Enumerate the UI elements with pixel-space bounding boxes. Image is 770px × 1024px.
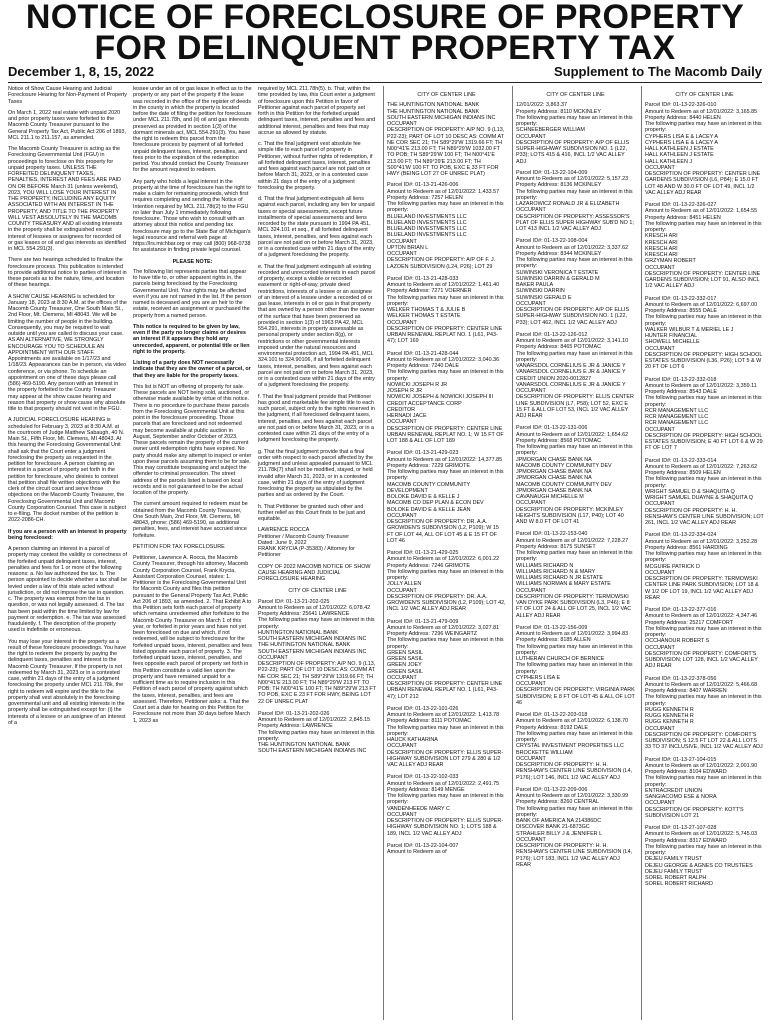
parcel-record: Parcel ID#: 01-13-22-332-018 Amount to Redeem as of 12/01/2022: 3,359.11 Property Address: 8543 DALE The following parties may have an interest in this property: RCR MANAGEMENT LLC RCR MANAGEMENT LLC RCR MANAGEMENT LLC OCCUPANT DESCRIPTION OF PROPERTY: HIGH SCHOOL ESTATES SUBDIVISION; E 40 FT LOT 6 & W 29 FT OF LOT 7: [645, 376, 763, 452]
notice-paragraph: Listing of a party does NOT necessarily indicate that they are the owner of a parcel, or that they are liable for the property taxes.: [133, 360, 251, 379]
notice-paragraph: d. That the final judgment extinguish all liens against each parcel, including any lien for unpaid taxes or special assessments, except future installments of special assessments and liens recorded by the state pursuant to 1994 PA 451, MCL 324.101 et seq., if all forfeited delinquent taxes, interest, penalties, and fees against each parcel are not paid on or before March 31, 2023, or in a contested case within 21 days of the entry of a judgment foreclosing the property.: [258, 196, 375, 259]
parcel-record: Parcel ID#: 01-13-22-131-006 Amount to Redeem as of 12/01/2022: 1,654.62 Property Address: 8568 POTOMAC The following parties may have an interest in this property: JPMORGAN CHASE BANK NA MACOMB COUNTY COMMUNITY DEV JPMORGAN CHASE BANK NA JPMORGAN CHASE BANK NA MACOMB COUNTY COMMUNITY DEV JPMORGAN CHASE BANK NA CAVANAUGH MICHELLE M OCCUPANT DESCRIPTION OF PROPERTY: MCKINLEY HEIGHTS SUBDIVISION (L17, P40); LOT 40 AND W 8.0 FT OF LOT 41: [516, 425, 633, 525]
notice-paragraph: PETITION FOR TAX FORECLOSURE: [133, 543, 225, 550]
notice-paragraph: Notice of Show Cause Hearing and Judicial Foreclosure Hearing for Non-Payment of Property Taxes: [8, 86, 127, 105]
parcel-record: Parcel ID#: 01-13-22-102-033 Amount to Redeem as of 12/01/2022: 2,491.75 Property Address: 8149 MENGE The following parties may have an interest in this property: VANDENHEEDE MARY C OCCUPANT DESCRIPTION OF PROPERTY: ELLIS SUPER-HIGHWAY SUBDIVISION NO. 1; LOTS 188 & 189, INCL 1/2 VAC ALLEY ADJ: [387, 774, 504, 837]
parcel-record: Parcel ID#: 01-13-21-429-025 Amount to Redeem as of 12/01/2022: 6,001.22 Property Address: 7246 GRIMOTE The following parties may have an interest in this property: JOLLY ALLEN OCCUPANT DESCRIPTION OF PROPERTY: DR. A.A. GROWDEN'S SUBDIVISION (L2, P109); LOT 42, INCL 1/2 VAC ALLEY ADJ REAR: [387, 550, 506, 613]
parcel-record: Parcel ID#: 01-13-22-101-026 Amount to Redeem as of 12/01/2022: 1,413.78 Property Address: 8111 POTOMAC The following parties may have an interest in this property: HAUCK KATHARINA OCCUPANT DESCRIPTION OF PROPERTY: ELLIS SUPER-HIGHWAY SUBDIVISION LOT 279 & 280 & 1/2 VAC ALLEY ADJ REAR: [387, 705, 504, 768]
parcel-record: Parcel ID#: 01-13-21-428-033 Amount to Redeem as of 12/01/2022: 1,461.40 Property Address: 7271 VOERNER The following parties may have an interest in this property: WELKER THOMAS T & JULIE B WELKER THOMAS T ESTATE OCCUPANT DESCRIPTION OF PROPERTY: CENTER LINE URBAN RENEWAL REPLAT NO. 1 (L61, P43-47); LOT 169: [387, 275, 504, 345]
notice-paragraph: h. That Petitioner be granted such other and further relief as this Court finds to be just and equitable.: [258, 503, 366, 522]
column-4: [383, 86, 506, 1020]
column-5: [512, 86, 635, 1020]
parcel-record: Parcel ID#: 01-13-22-156-009 Amount to Redeem as of 12/01/2022: 3,994.83 Property Address: 8185 ALLEN The following parties may have an interest in this property: LUTHERAN CHURCH OF BERNICE The following parties may have an interest in this property: CYPHERS LISA E OCCUPANT DESCRIPTION OF PROPERTY: VIRGINIA PARK SUBDIVISION; E 8 FT OF LOT 45 & ALL OF LOT 46: [516, 624, 635, 706]
column-3: [258, 86, 377, 1020]
parcel-record: Parcel ID#: 01-13-22-326-010 Amount to Redeem as of 12/01/2022: 3,165.85 Property Address: 8440 HELEN The following parties may have an interest in this property: CYPHERS LISA E & LACEY A CYPHERS LISA E & LACEY A HALL KATHLEEN J ESTATE HALL KATHLEEN J ESTATE HALL KATHLEEN J OCCUPANT DESCRIPTION OF PROPERTY: CENTER LINE GARDENS SUBDIVISION (L6, P84); E 15.0 FT LOT 48 AND W 30.0 FT OF LOT 49, INCL 1/2 VAC ALLEY ADJ REAR: [645, 102, 762, 196]
parcel-record: Parcel ID#: 01-13-21-429-023 Amount to Redeem as of 12/01/2022: 14,377.85 Property Address: 7229 GRIMOTE The following parties may have an interest in this property: MACOMB COUNTY COMMUNITY DEVELOPMENT BOLOKE DAVID E & KELLE J MACOMB CO DEP PLAN & ECON DEV BOLOKE DAVID E & KELLE JEAN OCCUPANT DESCRIPTION OF PROPERTY: DR. A.A. GROWDEN'S SUBDIVISION (L2, P109); W 15 FT OF LOT 44, ALL OF LOT 45 & E 15 FT OF LOT 46: [387, 450, 504, 544]
notice-paragraph: c. That the final judgment vest absolute fee simple title to each parcel of property in Petitioner, without further rights of redemption, if all forfeited delinquent taxes, interest, penalties and fees against each parcel are not paid on or before March 31, 2023, or in a contested case within 21 days of the entry of a judgment foreclosing the property.: [258, 141, 373, 191]
notice-paragraph: f. That the final judgment provide that Petitioner has good and marketable fee simple title to each such parcel, subject only to the rights reserved in the judgment, if all foreclosed delinquent taxes, interest, penalties, and fees against each parcel are not paid on or before March 31, 2023, or in a contested case within 21 days of the entry of a judgment foreclosing the property.: [258, 393, 375, 444]
parcel-record: Parcel ID#: 01-13-22-326-027 Amount to Redeem as of 12/01/2022: 1,654.55 Property Address: 8451 HELEN The following parties may have an interest in this property: KRESCH ARI KRESCH ARI KRESCH ARI KRESCH ARI GRZYMAN ROBERT OCCUPANT DESCRIPTION OF PROPERTY: CENTER LINE GARDENS SUBDIVISION; LOT 91, ALSO INCL 1/2 VAC ALLEY ADJ: [645, 202, 762, 290]
notice-paragraph: THE HUNTINGTON NATIONAL BANK THE HUNTINGTON NATIONAL BANK SOUTH EASTERN MICHIGAN INDIANS INC OCCUPANT DESCRIPTION OF PROPERTY: A/P NO. 9 (L13, P22-23); PART OF LOT 10 DESC AS: COMM AT NE COR SEC 21; TH S89°29'W 1319.66 FT; TH N00°41'E 213.00 FT; TH N89°29'W 1032.00 FT TO POB; TH S89°29'W 100 FT; TH N00°41'E 213.00 FT; TH N89°29'E 213.00 FT; TH S00°41'W 100 FT TO POB, EXC E 33 FT FOR HWY (BEING LOT 27 OF UNREC PLAT): [387, 102, 505, 177]
notice-paragraph: A person claiming an interest in a parcel of property may contest the validity or correctness of the forfeited unpaid delinquent taxes, interest, penalties and fees for 1 or more of the following reasons: a. No law authorized the tax. b. The person appointed to decide whether a tax shall be levied under a law of this state acted without jurisdiction, or did not impose the tax in question. c. The property was exempt from the tax in question, or was not legally assessed. d. The tax has been paid within the time limited by law for payment or redemption. e. The tax was assessed fraudulently. f. The description of the property used is indefinite or erroneous.: [8, 546, 127, 634]
section-heading: CITY OF CENTER LINE: [546, 92, 605, 98]
parcel-record: Parcel ID#: 01-13-21-426-006 Amount to Redeem as of 12/01/2022: 1,433.57 Property Address: 7257 HELEN The following parties may have an interest in this property: BLUELAND INVESTMENTS LLC BLUELAND INVESTMENTS LLC BLUELAND INVESTMENTS LLC BLUELAND INVESTMENTS LLC OCCUPANT UPTON BRIAN L OCCUPANT DESCRIPTION OF PROPERTY: A/P OF F. J. LAZOEN SUBDIVISION (L24, P26); LOT 29: [387, 182, 504, 270]
parcel-record: Parcel ID#: 01-13-27-104-015 Amount to Redeem as of 12/01/2022: 2,001.90 Property Address: 8104 EDWARD The following parties may have an interest in this property: ENTRACREDIT UNION SANGIACOMO ESE & NORA OCCUPANT DESCRIPTION OF PROPERTY: KOTT'S SUBDIVISION LOT 21: [645, 756, 762, 819]
parcel-record: Parcel ID#: 01-13-22-153-040 Amount to Redeem as of 12/01/2022: 7,228.27 Property Address: 8175 SUNSET The following parties may have an interest in this property: WILLIAMS RICHARD N WILLIAMS RICHARD N & MARY WILLIAMS RICHARD N JR ESTATE WILLIAMS NORMAN & MARY ESTATE OCCUPANT DESCRIPTION OF PROPERTY: TERMOWSKI VAN DYKE PARK SUBDIVISION (L3, P46); E 8 FT OF LOT 24 & ALL OF LOT 25, INCL 1/2 VAC ALLEY ADJ REAR: [516, 531, 633, 619]
parcel-record: Parcel ID#: 01-13-22-333-014 Amount to Redeem as of 12/01/2022: 7,263.62 Property Address: 8509 HELEN The following parties may have an interest in this property: WRIGHT SAMUEL D & SHAQUITA Q WRIGHT SAMUEL DUAYNE & SHAQUITA Q OCCUPANT DESCRIPTION OF PROPERTY: H. H. RENSHAW'S CENTER LINE SUBDIVISION; LOT 261, INCL 1/2 VAC ALLEY ADJ REAR: [645, 457, 764, 526]
parcel-record: Parcel ID#: 01-13-22-378-056 Amount to Redeem as of 12/01/2022: 5,466.68 Property Address: 8407 WARREN The following parties may have an interest in this property: RUGG KENNETH R RUGG KENNETH R RUGG KENNETH R OCCUPANT DESCRIPTION OF PROPERTY: COMFORT'S SUBDIVISION; S 12.5 FT LOT 22 & ALL LOTS 33 TO 37 INCLUSIVE, INCL 1/2 VAC ALLEY ADJ: [645, 675, 763, 751]
publication-dates: December 1, 8, 15, 2022: [8, 64, 154, 79]
notice-paragraph: This notice is required to be given by law, even if the party no longer claims or desires an interest if it appears they hold any unrecorded, apparent, or potential title or lien right to the property.: [133, 323, 250, 355]
notice-paragraph: 12/01/2022: 3,863.37 Property Address: 8110 MCKINLEY The following parties may have an interest in this property: SCHNEEBERGER WILLIAM OCCUPANT DESCRIPTION OF PROPERTY: A/P OF ELLIS SUPER-HIGHWAY SUBDIVISION NO. 1 (L22, P33); LOTS 415 & 416, INCL 1/2 VAC ALLEY ADJ: [516, 102, 633, 165]
notice-paragraph: A JUDICIAL FORECLOSURE HEARING is scheduled for February 3, 2023 at 8:30 A.M. at the courtroom of Judge Matthew Sabaugh, 40 N. Main St., Fifth Floor, Mt. Clemens, MI 48043. At this hearing the Foreclosing Governmental Unit shall ask that the Court enter a judgment foreclosing the property as requested in the petition for foreclosure. A person claiming an interest in a parcel of property set forth in the petition for foreclosure, who desires to contest that petition shall file written objections with the clerk of the circuit court and serve those objections on the Macomb County Treasurer, the Foreclosing Governmental Unit and Macomb County Corporation Counsel. This case is subject to e-filing. The docket number of the petition is 2022-2086-CH.: [8, 417, 126, 524]
parcel-record: Parcel ID#: 01-13-21-202-025 Amount to Redeem as of 12/01/2022: 6,078.42 Property Address: 25641 LAWRENCE The following parties may have an interest in this property: HUNTINGTON NATIONAL BANK SOUTH EASTERN MICHIGAN INDIANS INC THE HUNTINGTON NATIONAL BANK SOUTH EASTERN MICHIGAN INDIANS INC OCCUPANT DESCRIPTION OF PROPERTY: A/P NO. 9 (L13, P22-23); PART OF LOT 10 DESC AS: COMM AT NE COR SEC 21; TH S89°29'W 1319.66 FT; TH N00°41'E 213.00 FT; TH N89°29'W 213 FT TO POB; TH N00°41'E 100 FT; TH N89°29'W 213 FT TO POB, EXC E 23 FT FOR HWY, BEING LOT 22 OF UNREC PLAT: [258, 598, 376, 705]
section-heading: CITY OF CENTER LINE: [288, 588, 347, 595]
supplement-label: Supplement to The Macomb Daily: [553, 64, 762, 79]
notice-paragraph: required by MCL 211.78h(5). b. That, within the time provided by law, this Court enter a judgment of foreclosure upon this Petition in favor of Petitioner against each parcel of property set forth in this Petition for the forfeited unpaid delinquent taxes, interest, penalties and fees and additional interest, penalties and fees that may accrue as allowed by statute.: [258, 86, 376, 136]
notice-paragraph: PLEASE NOTE:: [172, 258, 213, 265]
notice-paragraph: A SHOW CAUSE HEARING is scheduled for January 18, 2023 at 8:30 A.M. at the offices of the Macomb County Treasurer, One South Main St., 2nd Floor, Mt. Clemens, MI 48043. We will be limiting the number of people in the building. Consequently, you may be required to wait outside until you are called to discuss your case. AS AN ALTERNATIVE, WE STRONGLY ENCOURAGE YOU TO SCHEDULE AN APPOINTMENT WITH OUR STAFF. Appointments are available on 1/17/23 and 1/18/23. Appearances can be in person, via video conference, or via phone. To schedule an appointment on one of these days please call (586) 469-5190. Any person with an interest in the property forfeited to the County Treasurer may appear at the show cause hearing and reason that property or show cause why absolute title to that property should not vest in the FGU.: [8, 293, 127, 412]
section-heading: CITY OF CENTER LINE: [675, 92, 734, 98]
dateline: [8, 64, 762, 80]
notice-paragraph: g. That the final judgment provide that a final order with respect to each parcel affected by the judgment and unless appealed pursuant to MCL 211.78k(7) shall not be modified, stayed, or held invalid after March 31, 2023, or in a contested case, within 21 days of the entry of judgment foreclosing the property as stipulated by the parties and as ordered by the Court.: [258, 448, 373, 499]
notice-paragraph: This list is NOT an offering of property for sale. These parcels are NOT being sold, auctioned, or otherwise made available by virtue of this notice. There is no procedure to purchase these parcels from the Foreclosing Governmental Unit at this point in the foreclosure proceeding. Those parcels that are foreclosed and not redeemed may become available at public auction in August, September and/or October of 2023. These parcels remain the property of the current owner until redemption rights have expired. No party should make any attempt to inspect or enter upon these parcels assuming them to be for sale. This may constitute trespassing and subject the offender to criminal prosecution. The street address of the parcels listed is based on local records and is not guaranteed to be the actual location of the property.: [133, 383, 252, 496]
parcel-record: Parcel ID#: 01-13-22-108-004 Amount to Redeem as of 12/01/2022: 3,337.62 Property Address: 8344 MCKINLEY The following parties may have an interest in this property: SUWINSKI VERONICA T ESTATE SUWINSKI DARRIN & GERALD M BAKER PAULA SUWINSKI DARRIN SUWINSKI GERALD E OCCUPANT DESCRIPTION OF PROPERTY: A/P OF ELLIS SUPER-HIGHWAY SUBDIVISION NO. 1 (L22, P33); LOT 462, INCL 1/2 VAC ALLEY ADJ: [516, 238, 633, 326]
notice-paragraph: Petitioner, Lawrence A. Rocca, the Macomb County Treasurer, through his attorney, Macomb County Corporation Counsel, Frank Krycia, Assistant Corporation Counsel, states: 1. Petitioner is the Foreclosing Governmental Unit for Macomb County and files this petition pursuant to the General Property Tax Act, Public Act 206 of 1893, as amended. 2. That Exhibit A to this Petition sets forth each parcel of property which remains unredeemed after forfeiture to the Macomb County Treasurer on March 1 of this year, or forfeited in prior years and have not yet been foreclosed on due and which, if not redeemed, will be subject to foreclosure for the forfeited unpaid taxes, interest, penalties and fees listed opposite each parcel of property. 3. The forfeited unpaid taxes, interest, penalties, and fees opposite each parcel of property set forth in this Petition constitute a valid lien upon the property and have remained unpaid for a sufficient time as to require inclusion in this Petition of each parcel of property against which the taxes, interest, penalties, and fees are assessed. Therefore, Petitioner asks: a. That the Court set a date for hearing on this Petition for Foreclosure not more than 30 days before March 1, 2023 as: [133, 555, 252, 724]
section-heading: CITY OF CENTER LINE: [417, 92, 476, 98]
column-6: [641, 86, 764, 1020]
page-title: [0, 0, 770, 67]
notice-paragraph: COPY OF 2022 MACOMB NOTICE OF SHOW CAUSE HEARING AND JUDICIAL FORECLOSURE HEARING: [258, 563, 371, 582]
parcel-record: Parcel ID#: 01-13-22-334-024 Amount to Redeem as of 12/01/2022: 3,252.28 Property Address: 8561 HARDING The following parties may have an interest in this property: MCGUIRE PATRICK D OCCUPANT DESCRIPTION OF PROPERTY: TERMOWSKI CENTER LINE PARK SUBDIVISION; LOT 18 & W 1/2 OF LOT 19, INCL 1/2 VAC ALLEY ADJ REAR: [645, 532, 762, 601]
parcel-record: Parcel ID#: 01-13-22-104-007 Amount to Redeem as of: [387, 842, 459, 855]
parcel-record: Parcel ID#: 01-13-21-479-009 Amount to Redeem as of 12/01/2022: 3,027.81 Property Address: 7296 WEINGARTZ The following parties may have an interest in this property: GREEN SASIL GREEN SASIL GREEN JOEY GREEN SASIL OCCUPANT DESCRIPTION OF PROPERTY: CENTER LINE URBAN RENEWAL REPLAT NO. 1 (L61, P43-47); LOT 212: [387, 618, 504, 700]
notice-paragraph: lessee under an oil or gas lease in effect as to the property or any part of the property if the lease was recorded in the office of the register of deeds in the county in which the property is located before the date of filing the petition for foreclosure under MCL 211.78h, and (ii) oil and gas interests preserved as provided in section 1(3) of the dormant minerals act, MCL 554.291(3). You have the right to redeem this parcel from the foreclosure process by payment of all forfeited unpaid delinquent taxes, interest, penalties, and fees prior to the expiration of the redemption period. You should contact the County Treasurer for the amount required to redeem.: [133, 86, 252, 174]
notice-paragraph: The following list represents parties that appear to have title to, or other apparent rights in, the parcels being foreclosed by the Foreclosing Governmental Unit. Your rights may be affected even if you are not named in the list. If the person named is deceased and you are an heir to the estate, received an assignment or purchased the property from a named person.: [133, 268, 252, 319]
notice-paragraph: There are two hearings scheduled to finalize the foreclosure process. This publication is intended to provide additional notice to parties of interest in these parcels as to the nature, time, and location of these hearings.: [8, 257, 127, 289]
notice-paragraph: You may lose your interest in the property as a result of these foreclosure proceedings. You have the right to redeem the property by paying the delinquent taxes, penalties and interest to the Macomb County Treasurer. If the property is not redeemed by March 31, 2023 or in a contested case, within 21 days of the entry of a judgment foreclosing the property under MCL 211.78k, the right to redeem will expire and the title to the property shall vest absolutely in the foreclosing governmental unit and all existing interests in the property shall be extinguished except for: (i) the interests of a lessee or an assignee of an interest of a: [8, 638, 127, 726]
notice-paragraph: Any party who holds a legal interest in the property at the time of foreclosure has the right to make a claim for remaining proceeds, which first requires completing and sending the Notice of Intention required by MCL 211.78t(2) to the FGU no later than July 1 immediately following foreclosure. Those who wish to consult with an attorney about this notice and pending tax foreclosure may go to the State Bar of Michigan's legal resource and referral web page at https://lrs.michbar.org or may call (800) 968-0738 for assistance in finding private legal counsel.: [133, 178, 251, 254]
parcel-record: Parcel ID#: 01-13-21-202-026 Amount to Redeem as of 12/01/2022: 2,845.15 Property Address: LAWRENCE The following parties may have an interest in this property: THE HUNTINGTON NATIONAL BANK SOUTH EASTERN MICHIGAN INDIANS INC: [258, 710, 375, 755]
notice-paragraph: The current amount required to redeem must be obtained from the Macomb County Treasurer, One South Main, 2nd Floor, Mt. Clemens, MI 48043, phone: (586) 469-5190, as additional penalties, fees, and interest have accrued since forfeiture.: [133, 501, 248, 539]
parcel-record: Parcel ID#: 01-13-22-332-017 Amount to Redeem as of 12/01/2022: 6,697.00 Property Address: 8555 DALE The following parties may have an interest in this property: WALKER WILBUR T & MERIEL LE J HUNTER FINANCIAL SHOWELL MICHELLE OCCUPANT DESCRIPTION OF PROPERTY: HIGH SCHOOL ESTATES SUBDIVISION (L36, P26); LOT 5 & W 20 FT OF LOT 6: [645, 295, 763, 371]
notice-paragraph: e. That the final judgment extinguish all existing recorded and unrecorded interests in each parcel of property, except a visible or recorded easement or right-of-way, private deed restrictions, interests of a lessee or an assignee of an interest of a lessee under a recorded oil or gas lease, interests in oil or gas in that property that are owned by a person other than the owner of the surface that have been preserved as provided in section 1(3) of 1963 PA 42, MCL 554.291, interests in property assessable as personal property under section 8(g), or restrictions or other governmental interests imposed under the natural resources and environmental protection act, 1994 PA 451, MCL 324.101 to 324.90106, if all forfeited delinquent taxes, interest, penalties, and fees against each parcel are not paid on or before March 31, 2023, or in a contested case within 21 days of the entry of a judgment foreclosing the property.: [258, 263, 376, 389]
notice-paragraph: On March 1, 2022 real estate with unpaid 2020 and prior property taxes were forfeited to the Macomb County Treasurer pursuant to the General Property Tax Act, Public Act 206 of 1893, MCL 211.1 to 211.157, as amended.: [8, 109, 126, 141]
title-line-2: FOR DELINQUENT PROPERTY TAX: [94, 29, 676, 67]
columns: [8, 86, 764, 1020]
column-2: [133, 86, 252, 1020]
parcel-record: Parcel ID#: 01-13-21-428-044 Amount to Redeem as of 12/01/2022: 3,040.36 Property Address: 7240 DALE The following parties may have an interest in this property: NOWICKI JOSEPH R JR JOSEPH R JR NOWICKI JOSEPH & NOWICKI JOSEPH III CREDIT ACCEPTANCE CORP CREDITOR HERNADI JACE OCCUPANT DESCRIPTION OF PROPERTY: CENTER LINE URBAN RENEWAL REPLAT NO. 1; W 15 FT OF LOT 188 & ALL OF LOT 189: [387, 350, 504, 444]
notice-paragraph: The Macomb County Treasurer is acting as the Foreclosing Governmental Unit (FGU) in proceedings to foreclose on this property for unpaid property taxes. UNLESS THE FORFEITED DELINQUENT TAXES, PENALTIES, INTEREST AND FEES ARE PAID ON OR BEFORE March 31 (unless weekend), 2023, YOU WILL LOSE YOUR INTEREST IN THE PROPERTY, INCLUDING ANY EQUITY ASSOCIATED WITH AN INTEREST IN THE PROPERTY, AND TITLE TO THE PROPERTY WILL VEST ABSOLUTELY IN THE MACOMB COUNTY TREASURY AND all existing interests in the property shall be extinguished except interest of lessees or assignees for recorded oil or gas leases or oil and gas interests as identified in MCL 554.291(3).: [8, 146, 127, 252]
parcel-record: Parcel ID#: 01-13-22-377-016 Amount to Redeem as of 12/01/2022: 4,347.46 Property Address: 25217 COMFORT The following parties may have an interest in this property: OCCHANOUR ROBERT S OCCUPANT DESCRIPTION OF PROPERTY: COMFORT'S SUBDIVISION; LOT 128, INCL 1/2 VAC ALLEY ADJ REAR: [645, 607, 762, 670]
header-rule: [8, 82, 762, 83]
notice-paragraph: If you are a person with an interest in property being foreclosed:: [8, 528, 127, 541]
parcel-record: Parcel ID#: 01-13-22-209-006 Amount to Redeem as of 12/01/2022: 3,330.99 Property Address: 8260 CENTRAL The following parties may have an interest in this property: BANK OF AMERICA NA 214386DC DISCOVER BANK 21-6873GC STRAHLER BILLY J & JENNIFER L OCCUPANT DESCRIPTION OF PROPERTY: H. H. RENSHAW'S CENTER LINE SUBDIVISION (L4, P176); LOT 183, INCL 1/2 VAC ALLEY ADJ REAR: [516, 786, 633, 868]
parcel-record: Parcel ID#: 01-13-22-104-009 Amount to Redeem as of 12/01/2022: 5,157.23 Property Address: 8136 MCKINLEY The following parties may have an interest in this property: LAZAROWICZ RONALD JR & ELIZABETH OCCUPANT DESCRIPTION OF PROPERTY: ASSESSOR'S PLAT OF ELLIS SUPER HIGHWAY SUB'D NO 1; LOT 413 INCL 1/2 VAC ALLEY ADJ: [516, 169, 634, 232]
parcel-record: Parcel ID#: 01-13-22-203-018 Amount to Redeem as of 12/01/2022: 6,138.70 Property Address: 8192 DALE The following parties may have an interest in this property: CRYSTAL INVESTMENT PROPERTIES LLC BROCKETTE WILLIAM OCCUPANT DESCRIPTION OF PROPERTY: H. H. RENSHAW'S CENTER LINE SUBDIVISION (L4, P176); LOT 146, INCL 1/2 VAC ALLEY ADJ: [516, 712, 633, 781]
notice-paragraph: LAWRENCE ROCCA Petitioner / Macomb County Treasurer Dated: June 9, 2022 FRANK KRYCIA (P-35383) / Attorney for Petitioner: [258, 527, 355, 559]
parcel-record: Parcel ID#: 01-13-27-107-028 Amount to Redeem as of 12/01/2022: 5,745.03 Property Address: 8317 EDWARD The following parties may have an interest in this property: DEJEU FAMILY TRUST DEJEU GEORGE & AGNES CO TRUSTEES DEJEU FAMILY TRUST SOREL ROBERT RALPH SOREL ROBERT RICHARD: [645, 825, 762, 888]
title-line-1: NOTICE OF FORECLOSURE OF PROPERTY: [25, 0, 745, 36]
column-1: [8, 86, 127, 1020]
parcel-record: Parcel ID#: 01-13-22-126-012 Amount to Redeem as of 12/01/2022: 3,141.10 Property Address: 8465 POTOMAC The following parties may have an interest in this property: VANARSDOL CORNELIUS E JR & JANICE Y VANARSDOL CORNELIUS E JR & JANICE Y CREDIT UNION 2020-0012827 VANARSDOL CORNELIUS E JR & JANICE Y OCCUPANT DESCRIPTION OF PROPERTY: ELLIS CENTER LINE SUBDIVISION (L7, P58); LOT 52, EXC E 15 FT & ALL OF LOT 53, INCL 1/2 VAC ALLEY ADJ REAR: [516, 331, 634, 419]
